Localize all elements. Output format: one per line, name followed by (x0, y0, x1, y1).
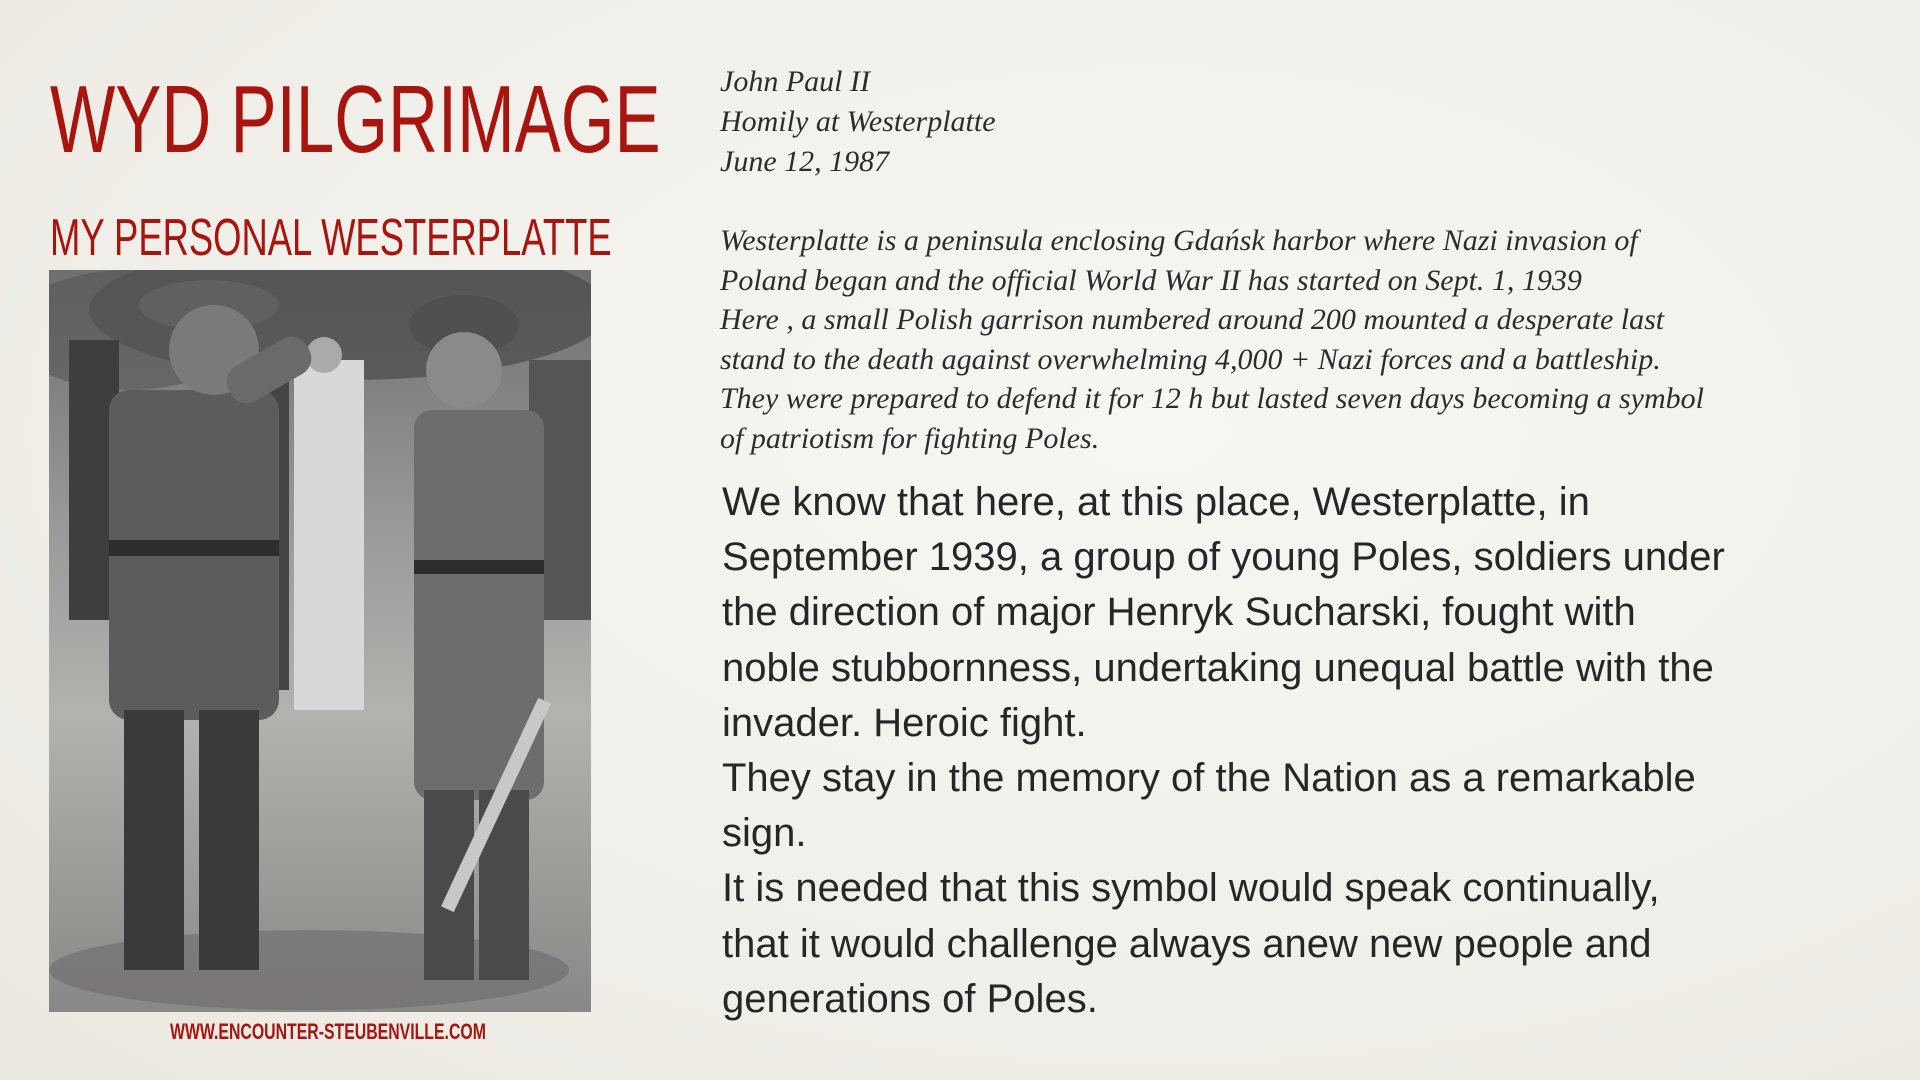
quote-line: They stay in the memory of the Nation as a remarkable (722, 756, 1696, 801)
quote-line: September 1939, a group of young Poles, soldiers under (722, 535, 1725, 580)
slide-subtitle: MY PERSONAL WESTERPLATTE (50, 209, 612, 267)
website-link[interactable]: WWW.ENCOUNTER-STEUBENVILLE.COM (170, 1019, 486, 1044)
slide-title: WYD PILGRIMAGE (50, 66, 661, 173)
citation-work: Homily at Westerplatte (720, 105, 996, 138)
citation (720, 62, 996, 182)
citation-author: John Paul II (720, 65, 870, 98)
soldiers-photo-icon (49, 270, 591, 1012)
context-line: stand to the death against overwhelming 4,000 + Nazi forces and a battleship. (720, 342, 1661, 376)
context-line: Westerplatte is a peninsula enclosing Gdańsk harbor where Nazi invasion of (720, 224, 1638, 257)
quote-line: generations of Poles. (722, 976, 1098, 1021)
context-line: Poland began and the official World War II has started on Sept. 1, 1939 (720, 263, 1582, 297)
quote-line: noble stubbornness, undertaking unequal battle with the (722, 645, 1714, 690)
quote-line: sign. (722, 811, 807, 856)
historical-context (720, 221, 1820, 458)
historical-photo (49, 270, 591, 1012)
citation-date: June 12, 1987 (720, 145, 890, 178)
quote-line: the direction of major Henryk Sucharski, fought with (722, 590, 1636, 635)
quote-line: It is needed that this symbol would speak continually, (722, 866, 1660, 911)
quote-line: that it would challenge always anew new people and (722, 921, 1652, 966)
context-line: of patriotism for fighting Poles. (720, 421, 1100, 455)
context-line: They were prepared to defend it for 12 h but lasted seven days becoming a symbol (720, 382, 1704, 415)
quote-line: invader. Heroic fight. (722, 700, 1087, 745)
quote-line: We know that here, at this place, Westerplatte, in (722, 480, 1590, 524)
context-line: Here , a small Polish garrison numbered around 200 mounted a desperate last (720, 303, 1665, 336)
homily-quote (722, 475, 1862, 1027)
